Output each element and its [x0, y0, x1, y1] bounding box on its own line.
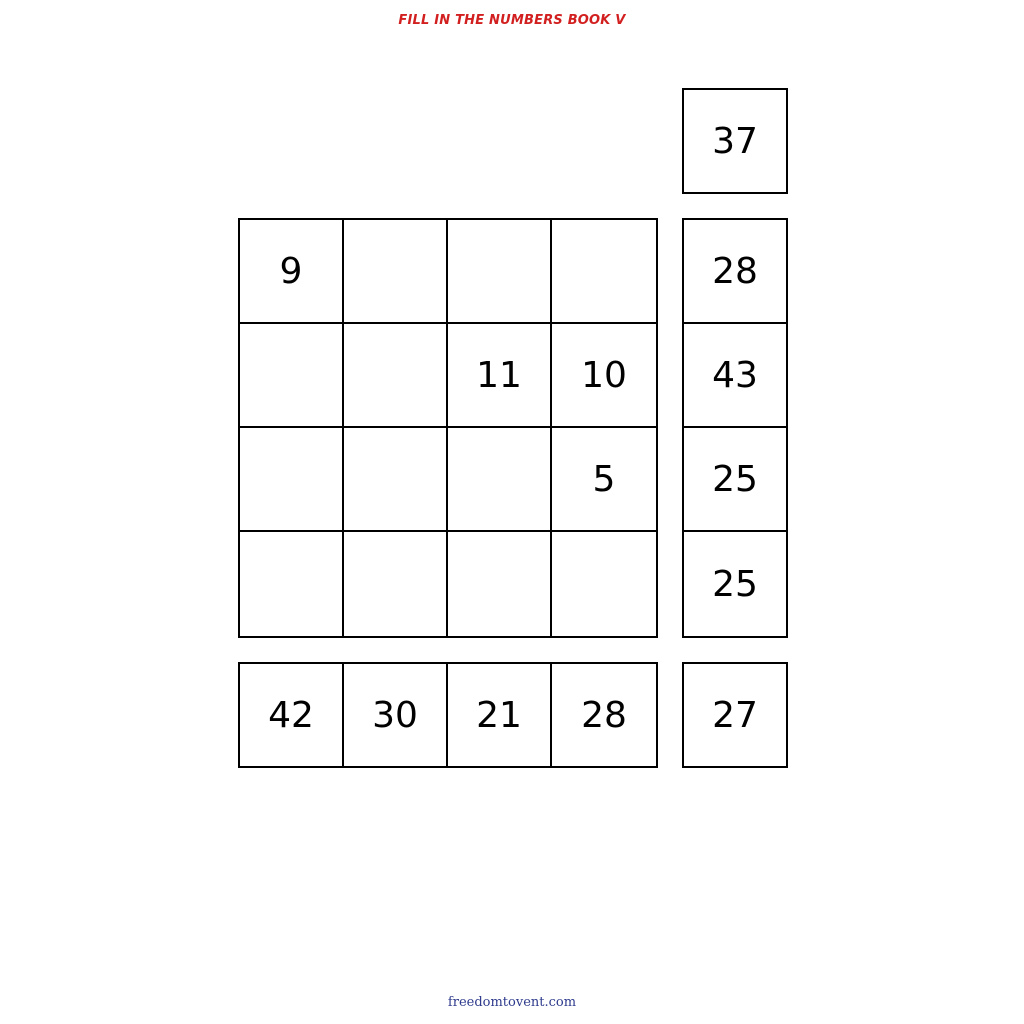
column-sum-3: 28	[581, 694, 627, 736]
site-footer-link[interactable]: freedomtovent.com	[447, 995, 577, 1010]
column-sum-1: 30	[344, 664, 448, 766]
grid-cell-r3-c3[interactable]	[552, 532, 656, 636]
grid-cell-r2-c1[interactable]	[344, 428, 448, 532]
anti-diagonal-sum-box: 27	[682, 662, 788, 768]
grid-cell-r3-c2[interactable]	[448, 532, 552, 636]
grid-cell-r1-c3[interactable]: 10	[552, 324, 656, 428]
row-sum-0: 28	[684, 220, 786, 324]
row-sum-1: 43	[684, 324, 786, 428]
grid-cell-r3-c0[interactable]	[240, 532, 344, 636]
grid-cell-r1-c2[interactable]: 11	[448, 324, 552, 428]
grid-cell-r1-c1[interactable]	[344, 324, 448, 428]
puzzle-title: FILL IN THE NUMBERS BOOK V	[398, 13, 626, 28]
row-sums-column	[682, 218, 788, 638]
row-sum-3: 25	[712, 563, 758, 605]
grid-cell-r2-c0[interactable]	[240, 428, 344, 532]
grid-cell-r3-c1[interactable]	[344, 532, 448, 636]
grid-cell-r0-c1[interactable]	[344, 220, 448, 324]
column-sums-row	[238, 662, 658, 768]
grid-cell-r0-c2[interactable]	[448, 220, 552, 324]
diagonal-sum-box: 37	[682, 88, 788, 194]
grid-cell-r0-c0[interactable]: 9	[240, 220, 344, 324]
column-sum-0: 42	[240, 664, 344, 766]
grid-cell-r1-c0[interactable]	[240, 324, 344, 428]
grid-cell-r0-c3[interactable]	[552, 220, 656, 324]
column-sum-2: 21	[448, 664, 552, 766]
grid-cell-r2-c2[interactable]	[448, 428, 552, 532]
grid-cell-r2-c3[interactable]: 5	[552, 428, 656, 532]
puzzle-grid	[238, 218, 658, 638]
row-sum-2: 25	[684, 428, 786, 532]
